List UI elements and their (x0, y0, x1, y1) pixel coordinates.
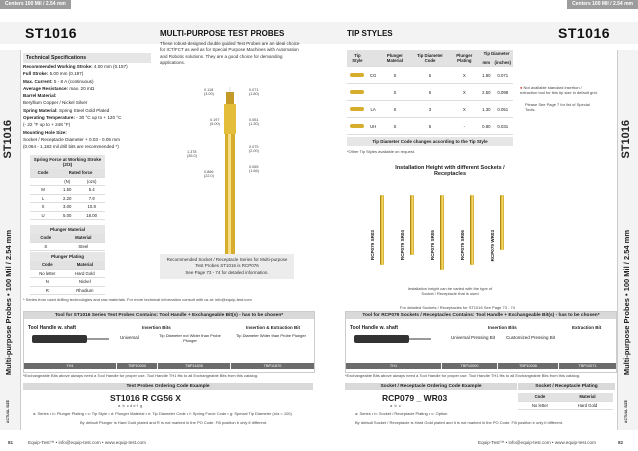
left-tool-heading: Tool for ST1016 Series Test Probes Contains: Tool Handle + Exchangeable Bit(s) - has to be chosen* (24, 312, 314, 319)
install-probe (500, 195, 504, 250)
right-order-legend: a: Series • b: Socket / Receptacle Plating • c: Option (355, 411, 448, 416)
tip-row: UH S 5 - 0.80 0.031 (347, 118, 513, 135)
tech-line: (0.064 - 1.183 mil drill bits are recommended *) (23, 144, 119, 150)
install-caption: Installation height can be varied with the type of Socket / Receptacle that is used (407, 286, 493, 296)
tech-line: Socket / Receptacle Diameter + 0.03 - 0.05 mm (23, 136, 120, 142)
install-probe (470, 195, 474, 265)
left-tool-handle-image (32, 335, 87, 343)
left-sub-wide: Tip Diameter Wider than Probe Plunger (236, 333, 306, 338)
tip-caption: Tip Diameter Code changes according to the Tip Style (347, 137, 513, 146)
right-sub-universal: Universal Pressing Bit (451, 335, 496, 340)
plating-table (518, 393, 613, 410)
plating-row: R Rhodium (30, 286, 105, 295)
rpart-tbp10000: TBP10000 (442, 363, 497, 369)
pm-col-code: Code (30, 234, 62, 242)
pp-col-code: Code (30, 261, 65, 269)
plating-row-code: No letter (518, 401, 562, 410)
tech-line: Full Stroke: 5.00 mm (0.197) (23, 71, 84, 77)
part-tbp11835: TBP11835 (158, 363, 230, 369)
plating-row: No letter Hard Gold (30, 269, 105, 278)
part-th1: TH1 (24, 363, 116, 369)
right-page-number: 82 (618, 440, 624, 445)
tip-style-icon (350, 90, 364, 94)
tip-row: LA S 3 X 1.30 0.051 (347, 101, 513, 118)
tech-line: (- 22 °F up to + 248 °F) (23, 122, 71, 128)
tip-col-style: Tip Style (347, 50, 368, 67)
tech-line: Barrel Material: (23, 93, 57, 99)
right-model-title: ST1016 (558, 25, 611, 41)
tech-line: Average Resistance: max. 20 mΩ (23, 85, 95, 91)
plunger-material-table (30, 225, 105, 251)
dim-b: 0.071 (1.80) (249, 88, 259, 96)
intro-text: These robust-designed double guided Test Probes are an ideal choice for ICT/FCT as well as for Special Purpose Machines with Automation and Robotic solutions. They are a good choice for demanding applications. (160, 41, 300, 66)
left-tool-box (23, 311, 315, 373)
right-tool-heading: Tool for RCP079 Sockets / Receptacles Contains: Tool Handle + Exchangeable Bit(s) - has to be chosen* (346, 312, 616, 319)
dim-f: 1.378 (35.0) (187, 150, 197, 158)
right-order-letters: a b c (390, 403, 401, 408)
right-tool-note: *Exchangeable Bits above always need a Tool Handle for proper use. Tool Handle TH1 fits to all Exchangeable Bits from this catalog. (345, 373, 581, 378)
left-sub-universal: Universal (120, 335, 139, 340)
tip-style-icon (350, 107, 364, 111)
tip-styles-table (347, 50, 513, 154)
rpart-tbp10071: TBP10071 (559, 363, 616, 369)
spring-unit-ozs: (ozs) (78, 177, 105, 186)
plating-row: N Nickel (30, 278, 105, 287)
plunger-material-title: Plunger Material (30, 225, 105, 234)
tech-line: Beryllium Copper / Nickel Silver (23, 100, 88, 106)
install-probe-label: RCP079 SR03 (370, 230, 375, 261)
dim-h: 0.065 (1.66) (249, 165, 259, 173)
right-tool-handle-label: Tool Handle w. shaft (350, 325, 399, 331)
install-probe (380, 195, 384, 265)
tech-specs-heading: Technical Specifications (23, 53, 151, 63)
tip-note-1: ● Not available standard insertion / extraction tool for this tip size in default grid. (520, 85, 598, 95)
recommend-link[interactable]: See Page 73 - 74 for detailed information. (185, 269, 269, 275)
plunger-plating-title: Plunger Plating (30, 252, 105, 261)
left-order-legend: a: Series • b: Plunger Plating • c: Tip Style • d: Plunger Material • e: Tip Diameter Code • f: Spring Force Code • g: Special Tip Diameter (n/a = 100) (33, 411, 292, 416)
left-order-note: By default Plunger is Hard Gold plated and R is not marked in the PO Code. Fill position b only if different. (80, 420, 268, 425)
left-insertion-bits: Insertion Bits (142, 325, 171, 330)
left-part-bar (24, 363, 314, 369)
install-probe-label: RCP079 SR04 (400, 230, 405, 261)
tech-line: Mounting Hole Size: (23, 129, 67, 135)
recommend-text: Recommended Socket / Receptacle Series for Multi-purpose Test Probes ST1016 is RCP076 (166, 257, 288, 269)
tip-col-diacode: Tip Diameter Code (411, 50, 448, 67)
left-footer-text: Equip-Test™ • info@equip-test.com • www.equip-test.com (28, 440, 146, 445)
title-band (0, 22, 638, 44)
left-side-desc: Multi-purpose Probes • 100 Mil / 2.54 mm (4, 230, 13, 376)
left-tool-handle-label: Tool Handle w. shaft (28, 325, 77, 331)
pm-row-material: Steel (62, 242, 105, 251)
right-actual-size: ACTUAL SIZE (624, 400, 628, 424)
install-probe-label: RCP079 SR06 (460, 230, 465, 261)
top-left-tab: Centers 100 Mil / 2.54 mm (0, 0, 71, 9)
right-tool-box (345, 311, 617, 373)
plating-row-material: Hard Gold (562, 401, 613, 410)
spring-force-title: Spring Force at Working Stroke (2/3) (30, 155, 105, 169)
right-part-bar (346, 363, 616, 369)
install-probes (370, 185, 530, 285)
left-model-title: ST1016 (25, 25, 78, 41)
right-order-heading: Socket / Receptacle Ordering Code Example (345, 383, 517, 390)
spring-col-force: Rated force (56, 169, 105, 177)
pp-col-material: Material (65, 261, 105, 269)
right-side-desc: Multi-purpose Probes • 100 Mil / 2.54 mm (622, 230, 631, 376)
left-side-strip (0, 50, 21, 430)
spring-row: M 1.50 5.4 (30, 186, 105, 195)
right-extraction-bit: Extraction Bit (572, 325, 602, 330)
tip-row: S 6 X 2.50 0.098 (347, 84, 513, 101)
tip-col-plating: Plunger Plating (448, 50, 480, 67)
spring-row: U 5.00 18.00 (30, 211, 105, 220)
left-order-letters: a b c d e f g (118, 403, 143, 408)
tech-line: Operating Temperature: - 30 °C up to + 120 °C (23, 115, 122, 121)
tech-line: Max. Current: 5 - 8 A (continuous) (23, 78, 94, 84)
recommend-box (160, 254, 294, 279)
part-tbp11870: TBP11870 (231, 363, 314, 369)
left-insertion-extraction: Insertion & Extraction Bit (246, 325, 301, 330)
tech-specs (23, 53, 151, 151)
left-actual-size: ACTUAL SIZE (6, 400, 10, 424)
tip-style-icon (350, 73, 364, 77)
left-page-title: MULTI-PURPOSE TEST PROBES (160, 29, 285, 38)
install-probe (440, 195, 444, 270)
dim-a: 0.118 (3.00) (204, 88, 214, 96)
left-footnote: * Series from used drilling technologies and raw materials. For more technical information consult with us at: info@equip-test.com (23, 297, 252, 302)
pm-row-code: S (30, 242, 62, 251)
top-right-tab: Centers 100 Mil / 2.54 mm (567, 0, 638, 9)
tip-col-material: Plunger Material (378, 50, 411, 67)
tip-other: *Other Tip Styles available on request. (347, 149, 416, 154)
right-side-model: ST1016 (620, 120, 632, 159)
tip-unit-in: (inches) (493, 58, 514, 67)
tech-specs-list (23, 63, 151, 151)
right-order-code: RCP079 _ WR03 (382, 393, 448, 403)
right-side-strip (617, 50, 638, 430)
left-sub-narrow: Tip Diameter not Wider than Probe Plunger (159, 333, 221, 343)
install-title: Installation Height with different Sockets / Receptacles (395, 165, 505, 177)
right-page-title: TIP STYLES (347, 29, 393, 38)
plating-col-code: Code (518, 393, 562, 401)
tip-note-2: Please See Page 7 for list of Special Tools. (525, 102, 590, 112)
plating-col-material: Material (562, 393, 613, 401)
dim-g: 0.866 (22.0) (204, 170, 214, 178)
tip-style-icon (350, 124, 364, 128)
dim-c: 0.197 (5.00) (210, 118, 220, 126)
tip-row: CG S 5 X 1.80 0.071 (347, 67, 513, 84)
install-footer: For detailed Sockets / Receptacles for ST1016 See Page 73 - 74 (400, 305, 515, 310)
spring-row: X 3.00 10.8 (30, 203, 105, 212)
part-tbp10000: TBP10000 (117, 363, 157, 369)
spring-unit-n: (N) (56, 177, 78, 186)
spring-force-table (30, 155, 105, 220)
right-sub-customized: Customized Pressing Bit (506, 335, 556, 340)
tip-col-diameter: Tip Diameter (480, 50, 513, 58)
spring-row: L 2.20 7.9 (30, 194, 105, 203)
install-probe-label: RCP079 WR03 (490, 230, 495, 262)
plating-heading: Socket / Receptacle Plating (518, 383, 615, 390)
dim-d: 0.051 (1.30) (249, 118, 259, 126)
spring-col-code: Code (30, 169, 56, 177)
right-insertion-bits: Insertion Bits (488, 325, 517, 330)
tech-line: Spring Material: Spring Steel Gold Plated (23, 107, 110, 113)
probe-drawing (185, 82, 295, 282)
right-order-note: By default Socket / Receptacle is Hard Gold plated and it is not marked in the PO Code. Fill position b only if different. (355, 420, 564, 425)
tech-line: Recommended Working Stroke: 4.00 mm (0.157) (23, 64, 128, 69)
right-footer-text: Equip-Test™ • info@equip-test.com • www.equip-test.com (478, 440, 596, 445)
left-page-number: 81 (8, 440, 14, 445)
tip-unit-mm: mm (480, 58, 492, 67)
left-side-model: ST1016 (2, 120, 14, 159)
left-tool-note: *Exchangeable Bits above always need a Tool Handle for proper use. Tool Handle TH1 fits to all Exchangeable Bits from this catalog. (23, 373, 259, 378)
dim-e: 0.079 (2.00) (249, 145, 259, 153)
right-tool-handle-image (354, 335, 409, 343)
install-probe-label: RCP079 SR05 (430, 230, 435, 261)
pm-col-material: Material (62, 234, 105, 242)
probe-head (224, 104, 236, 134)
rpart-th1: TH1 (346, 363, 441, 369)
plunger-plating-table (30, 252, 105, 295)
left-order-heading: Test Probes Ordering Code Example (23, 383, 313, 390)
install-probe (410, 195, 414, 255)
left-order-code: ST1016 R CG56 X (110, 393, 181, 403)
rpart-tbp10036: TBP10036 (498, 363, 558, 369)
probe-tip (226, 92, 234, 104)
